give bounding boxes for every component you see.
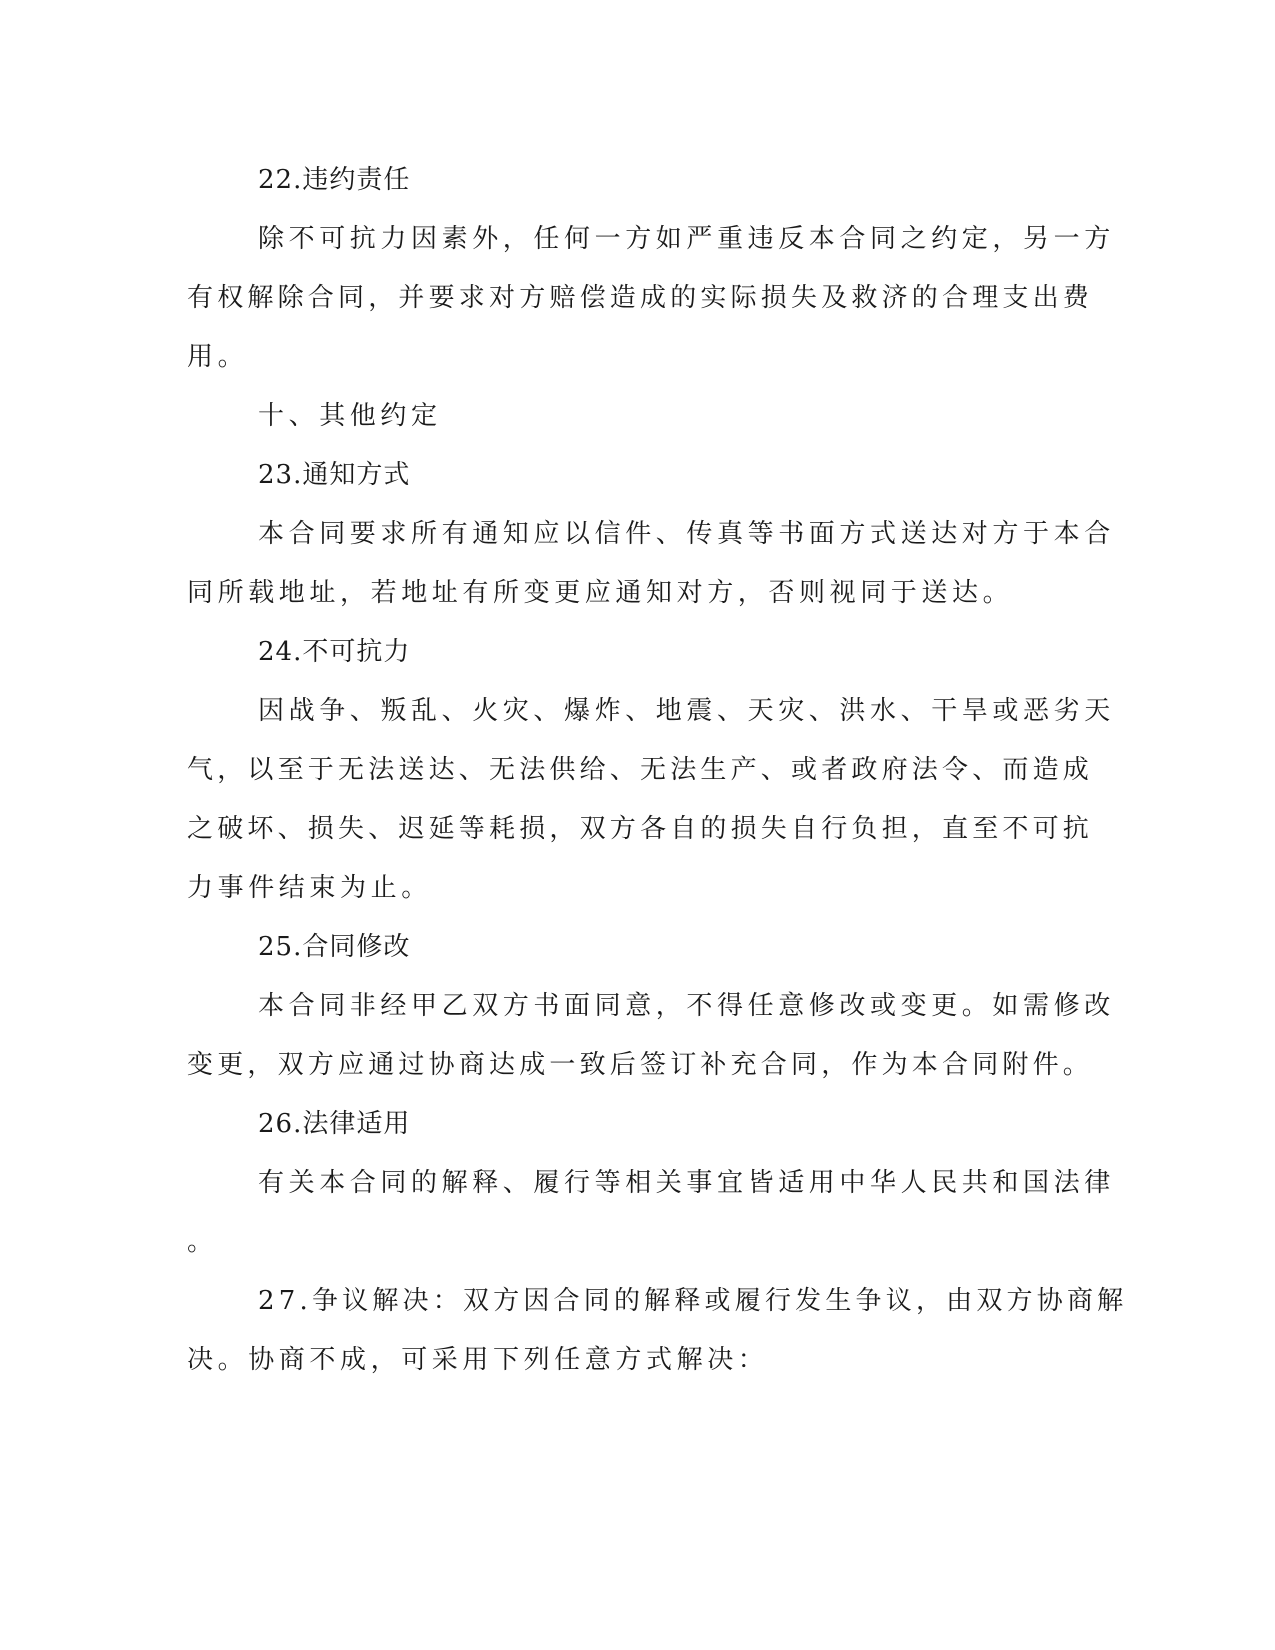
paragraph-line: 力事件结束为止。 [187, 873, 432, 903]
paragraph-line: 有权解除合同，并要求对方赔偿造成的实际损失及救济的合理支出费 [187, 283, 1094, 313]
section-heading-24: 24.不可抗力 [258, 637, 411, 667]
paragraph-line: 除不可抗力因素外，任何一方如严重违反本合同之约定，另一方 [258, 224, 1115, 254]
section-heading-25: 25.合同修改 [258, 932, 411, 962]
paragraph-line: 气，以至于无法送达、无法供给、无法生产、或者政府法令、而造成 [187, 755, 1094, 785]
paragraph-line: 之破坏、损失、迟延等耗损，双方各自的损失自行负担，直至不可抗 [187, 814, 1094, 844]
paragraph-line: 用。 [187, 342, 249, 372]
paragraph-line: 。 [187, 1227, 214, 1257]
paragraph-line: 变更，双方应通过协商达成一致后签订补充合同，作为本合同附件。 [187, 1050, 1094, 1080]
paragraph-line: 本合同要求所有通知应以信件、传真等书面方式送达对方于本合 [258, 519, 1115, 549]
section-heading-23: 23.通知方式 [258, 460, 411, 490]
section-heading-27: 27.争议解决：双方因合同的解释或履行发生争议，由双方协商解 [258, 1286, 1128, 1316]
paragraph-line: 本合同非经甲乙双方书面同意，不得任意修改或变更。如需修改 [258, 991, 1115, 1021]
section-heading-22: 22.违约责任 [258, 165, 411, 195]
paragraph-line: 同所载地址，若地址有所变更应通知对方，否则视同于送达。 [187, 578, 1014, 608]
paragraph-line: 因战争、叛乱、火灾、爆炸、地震、天灾、洪水、干旱或恶劣天 [258, 696, 1115, 726]
paragraph-line: 有关本合同的解释、履行等相关事宜皆适用中华人民共和国法律 [258, 1168, 1115, 1198]
section-heading-26: 26.法律适用 [258, 1109, 411, 1139]
paragraph-line: 决。协商不成，可采用下列任意方式解决： [187, 1345, 769, 1375]
chapter-heading-ten: 十、其他约定 [258, 401, 442, 431]
